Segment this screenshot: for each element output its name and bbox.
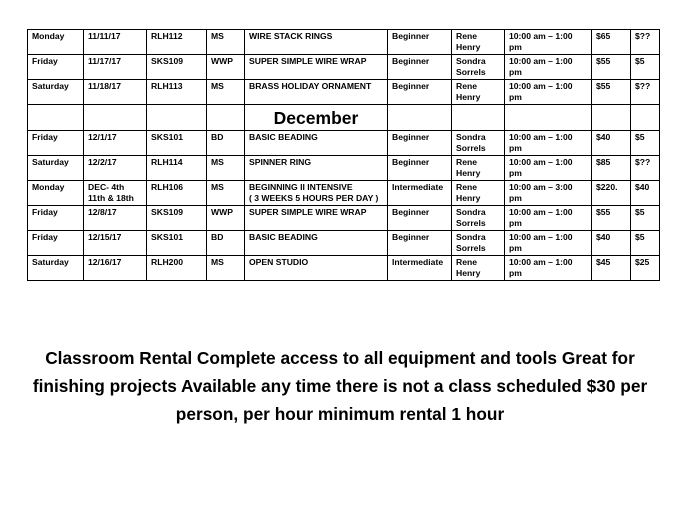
- instructor-cell: Rene Henry: [452, 80, 505, 105]
- class-row: [28, 231, 660, 256]
- day-cell: Saturday: [28, 80, 84, 105]
- class-title-cell: BRASS HOLIDAY ORNAMENT: [245, 80, 388, 105]
- day-cell: Monday: [28, 30, 84, 55]
- instructor-cell: Sondra Sorrels: [452, 206, 505, 231]
- class-title-cell: SUPER SIMPLE WIRE WRAP: [245, 55, 388, 80]
- materials-fee-cell: $??: [631, 30, 660, 55]
- course-code-cell: SKS101: [147, 231, 207, 256]
- class-row: [28, 30, 660, 55]
- month-blank-cell: [505, 105, 592, 131]
- time-cell: 10:00 am – 1:00 pm: [505, 30, 592, 55]
- price-cell: $55: [592, 55, 631, 80]
- day-cell: Saturday: [28, 156, 84, 181]
- price-cell: $45: [592, 256, 631, 281]
- materials-fee-cell: $??: [631, 80, 660, 105]
- category-cell: MS: [207, 256, 245, 281]
- date-cell: 12/8/17: [84, 206, 147, 231]
- level-cell: Beginner: [388, 131, 452, 156]
- level-cell: Intermediate: [388, 256, 452, 281]
- time-cell: 10:00 am – 1:00 pm: [505, 80, 592, 105]
- time-cell: 10:00 am – 1:00 pm: [505, 206, 592, 231]
- time-cell: 10:00 am – 1:00 pm: [505, 131, 592, 156]
- price-cell: $40: [592, 231, 631, 256]
- month-blank-cell: [388, 105, 452, 131]
- day-cell: Friday: [28, 55, 84, 80]
- class-row: [28, 181, 660, 206]
- november-rows: [28, 30, 660, 105]
- course-code-cell: RLH112: [147, 30, 207, 55]
- price-cell: $65: [592, 30, 631, 55]
- date-cell: 12/16/17: [84, 256, 147, 281]
- class-title-cell: BASIC BEADING: [245, 231, 388, 256]
- price-cell: $40: [592, 131, 631, 156]
- price-cell: $55: [592, 206, 631, 231]
- level-cell: Beginner: [388, 231, 452, 256]
- month-blank-cell: [207, 105, 245, 131]
- instructor-cell: Sondra Sorrels: [452, 55, 505, 80]
- class-title-cell: BASIC BEADING: [245, 131, 388, 156]
- month-blank-cell: [28, 105, 84, 131]
- date-cell: 12/1/17: [84, 131, 147, 156]
- category-cell: MS: [207, 181, 245, 206]
- instructor-cell: Rene Henry: [452, 256, 505, 281]
- class-title-cell: SPINNER RING: [245, 156, 388, 181]
- class-title-cell: BEGINNING II INTENSIVE ( 3 WEEKS 5 HOURS PER DAY ): [245, 181, 388, 206]
- instructor-cell: Sondra Sorrels: [452, 231, 505, 256]
- class-schedule-table: [27, 29, 660, 281]
- class-row: [28, 156, 660, 181]
- course-code-cell: RLH200: [147, 256, 207, 281]
- month-blank-cell: [631, 105, 660, 131]
- category-cell: BD: [207, 231, 245, 256]
- day-cell: Friday: [28, 231, 84, 256]
- course-code-cell: SKS109: [147, 206, 207, 231]
- price-cell: $55: [592, 80, 631, 105]
- date-cell: 11/17/17: [84, 55, 147, 80]
- instructor-cell: Rene Henry: [452, 181, 505, 206]
- classroom-rental-notice: Classroom Rental Complete access to all equipment and tools Great for finishing projects Available any time there is not a class scheduled $30 per person, per hour minimum rental 1 hour: [32, 348, 648, 424]
- instructor-cell: Sondra Sorrels: [452, 131, 505, 156]
- month-heading: December: [245, 105, 388, 131]
- instructor-cell: Rene Henry: [452, 156, 505, 181]
- class-title-cell: OPEN STUDIO: [245, 256, 388, 281]
- class-row: [28, 55, 660, 80]
- month-divider: [28, 105, 660, 131]
- materials-fee-cell: $5: [631, 231, 660, 256]
- course-code-cell: SKS101: [147, 131, 207, 156]
- class-row: [28, 206, 660, 231]
- date-cell: 11/18/17: [84, 80, 147, 105]
- price-cell: $85: [592, 156, 631, 181]
- day-cell: Friday: [28, 131, 84, 156]
- day-cell: Saturday: [28, 256, 84, 281]
- time-cell: 10:00 am – 3:00 pm: [505, 181, 592, 206]
- instructor-cell: Rene Henry: [452, 30, 505, 55]
- materials-fee-cell: $40: [631, 181, 660, 206]
- price-cell: $220.: [592, 181, 631, 206]
- month-row: [28, 105, 660, 131]
- course-code-cell: SKS109: [147, 55, 207, 80]
- level-cell: Beginner: [388, 206, 452, 231]
- date-cell: 12/2/17: [84, 156, 147, 181]
- course-code-cell: RLH113: [147, 80, 207, 105]
- level-cell: Beginner: [388, 30, 452, 55]
- date-cell: DEC- 4th 11th & 18th: [84, 181, 147, 206]
- class-row: [28, 256, 660, 281]
- course-code-cell: RLH114: [147, 156, 207, 181]
- time-cell: 10:00 am – 1:00 pm: [505, 256, 592, 281]
- category-cell: WWP: [207, 206, 245, 231]
- materials-fee-cell: $5: [631, 55, 660, 80]
- date-cell: 12/15/17: [84, 231, 147, 256]
- date-cell: 11/11/17: [84, 30, 147, 55]
- level-cell: Beginner: [388, 156, 452, 181]
- time-cell: 10:00 am – 1:00 pm: [505, 231, 592, 256]
- level-cell: Beginner: [388, 55, 452, 80]
- time-cell: 10:00 am – 1:00 pm: [505, 55, 592, 80]
- materials-fee-cell: $25: [631, 256, 660, 281]
- materials-fee-cell: $??: [631, 156, 660, 181]
- month-blank-cell: [592, 105, 631, 131]
- class-row: [28, 80, 660, 105]
- december-rows: [28, 131, 660, 281]
- category-cell: BD: [207, 131, 245, 156]
- materials-fee-cell: $5: [631, 131, 660, 156]
- time-cell: 10:00 am – 1:00 pm: [505, 156, 592, 181]
- class-title-cell: WIRE STACK RINGS: [245, 30, 388, 55]
- level-cell: Intermediate: [388, 181, 452, 206]
- category-cell: MS: [207, 156, 245, 181]
- month-blank-cell: [147, 105, 207, 131]
- category-cell: MS: [207, 80, 245, 105]
- category-cell: MS: [207, 30, 245, 55]
- course-code-cell: RLH106: [147, 181, 207, 206]
- category-cell: WWP: [207, 55, 245, 80]
- month-blank-cell: [452, 105, 505, 131]
- day-cell: Friday: [28, 206, 84, 231]
- class-title-cell: SUPER SIMPLE WIRE WRAP: [245, 206, 388, 231]
- level-cell: Beginner: [388, 80, 452, 105]
- materials-fee-cell: $5: [631, 206, 660, 231]
- month-blank-cell: [84, 105, 147, 131]
- class-row: [28, 131, 660, 156]
- day-cell: Monday: [28, 181, 84, 206]
